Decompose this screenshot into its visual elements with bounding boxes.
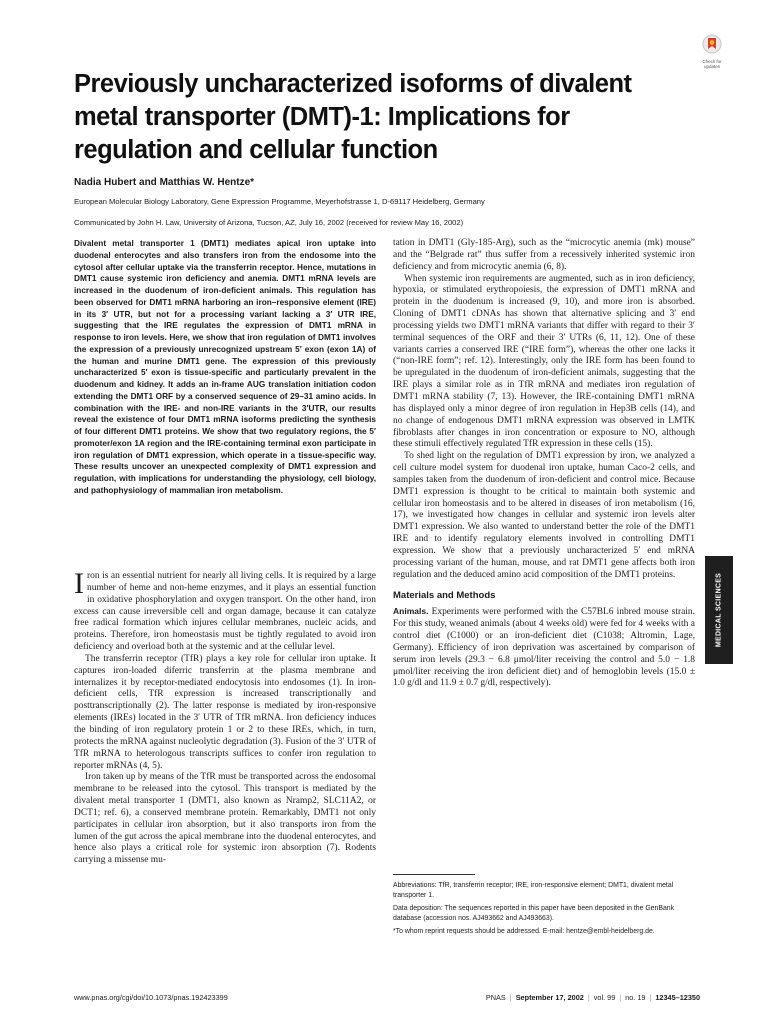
animals-text: Experiments were performed with the C57BL6 inbred mouse strain. For this study, weaned animals (about 4 weeks old) were fed for 4 weeks with a control diet (C1000) or an iron-deficient diet (C1038; Altromin, Lage, Germany). Efficiency of iron deprivation was ascertained by comparison of serum iron levels (29.3 − 6.8 μmol/liter receiving the control and 5.0 − 1.8 μmol/liter receiving the iron deficient diet) and of hemoglobin levels (15.0 ± 1.0 g/dl and 11.9 ± 0.7 g/dl, respectively). — [393, 607, 695, 689]
footnotes — [393, 881, 701, 941]
right-paragraph-1: When systemic iron requirements are augmented, such as in iron deficiency, hypoxia, or stimulated erythropoiesis, the expression of DMT1 mRNA and protein in the duodenum is increased (9, 10), and more iron is absorbed. Cloning of DMT1 cDNAs has shown that alternative splicing and 3′ end processing yields two DMT1 mRNA variants that differ with regard to their 3′ terminal sequences of the ORF and their 3′ UTRs (6, 11, 12). One of these variants carries a conserved IRE (“IRE form”), whereas the other one lacks it (“non-IRE form”; ref. 12). Interestingly, only the IRE form has been found to be upregulated in the duodenum of iron-deficient animals, suggesting that the IRE plays a similar role as in TfR mRNA and mediates iron regulation of DMT1 mRNA stability (7, 13). However, the IRE-containing DMT1 mRNA has displayed only a minor degree of iron regulation in Hep3B cells (14), and no change of endogenous DMT1 mRNA expression was observed in LMTK fibroblasts after changes in iron concentration or exposure to NO, although these stimuli effectively regulated TfR expression in these cells (15). — [393, 273, 695, 450]
right-paragraph-2: To shed light on the regulation of DMT1 expression by iron, we analyzed a cell culture model system for duodenal iron uptake, human Caco-2 cells, and samples taken from the duodenum of iron-deficient and control mice. Because DMT1 expression is thought to be critical to maintain both systemic and cellular iron homeostasis and to be altered in diseases of iron metabolism (16, 17), we investigated how changes in cellular and systemic iron levels alter DMT1 expression. We also wanted to understand better the role of the DMT1 IRE and to identify regulatory elements involved in controlling DMT1 expression. We show that a previously uncharacterized 5′ end mRNA processing variant of the human, mouse, and rat DMT1 gene affects both iron regulation and the deduced amino acid composition of the DMT1 proteins. — [393, 451, 695, 580]
footnote-reprint: *To whom reprint requests should be addressed. E-mail: hentze@embl-heidelberg.de. — [393, 928, 655, 936]
section-side-tab-label: MEDICAL SCIENCES — [715, 572, 723, 648]
intro-column-right — [393, 238, 695, 690]
check-for-updates-badge[interactable] — [693, 34, 731, 72]
animals-label: Animals. — [393, 606, 429, 617]
author-affiliation: European Molecular Biology Laboratory, Gene Expression Programme, Meyerhofstrasse 1, D-69117 Heidelberg, Germany — [74, 197, 485, 206]
badge-label-line1: Check for — [702, 59, 722, 64]
volume: vol. 99 — [593, 993, 616, 1002]
footnote-divider — [393, 874, 475, 875]
author-list: Nadia Hubert and Matthias W. Hentze* — [74, 177, 255, 188]
intro-paragraph-2: The transferrin receptor (TfR) plays a key role for cellular iron uptake. It captures iron-loaded diferric transferrin at the plasma membrane and internalizes it by receptor-mediated endocytosis into endosomes (1). In iron-deficient cells, TfR expression is increased transcriptionally and posttranscriptionally (2). The latter response is mediated by iron-responsive elements (IREs) located in the 3′ UTR of TfR mRNA. Iron deficiency induces the binding of iron regulatory protein 1 or 2 to these IREs, which, in turn, protects the mRNA against nucleolytic degradation (3). Fusion of the 3′ UTR of TfR mRNA to heterologous transcripts suffices to confer iron regulation to reporter mRNAs (4, 5). — [74, 653, 376, 771]
right-paragraph-continued: tation in DMT1 (Gly-185-Arg), such as the “microcytic anemia (mk) mouse” and the “Belgrade rat” thus suffer from a recessively inherited systemic iron deficiency and from microcytic anemia (6, 8). — [393, 238, 695, 272]
section-side-tab — [705, 556, 733, 664]
intro-paragraph-1-text: ron is an essential nutrient for nearly all living cells. It is required by a large number of heme and non-heme enzymes, and it plays an essential function in oxidative phosphorylation and oxygen transport. On the other hand, iron excess can cause irreversible cell and organ damage, because it can catalyze free radical formation which injures cellular membranes, nucleic acids, and proteins. Therefore, iron homeostasis must be tightly regulated to avoid iron deficiency and overload both at the systemic and at the cellular level. — [74, 571, 376, 653]
communicated-by: Communicated by John H. Law, University of Arizona, Tucson, AZ, July 16, 2002 (received for review May 16, 2002) — [74, 218, 464, 227]
abstract: Divalent metal transporter 1 (DMT1) mediates apical iron uptake into duodenal enterocytes and also transfers iron from the endosome into the cytosol after cellular uptake via the transferrin receptor. Hence, mutations in DMT1 cause systemic iron deficiency and anemia. DMT1 mRNA levels are increased in the duodenum of iron-deficient animals. This regulation has been observed for DMT1 mRNA harboring an iron–responsive element (IRE) in its 3′ UTR, but not for a processing variant lacking a 3′ UTR IRE, suggesting that the IRE regulates the expression of DMT1 mRNA in response to iron levels. Here, we show that iron regulation of DMT1 involves the expression of a previously unrecognized upstream 5′ exon (exon 1A) of the human and murine DMT1 gene. The expression of this previously uncharacterized 5′ exon is tissue-specific and particularly prevalent in the duodenum and kidney. It adds an in-frame AUG translation initiation codon extending the DMT1 ORF by a conserved sequence of 29–31 amino acids. In combination with the IRE- and non-IRE variants in the 3′UTR, our results reveal the existence of four DMT1 mRNA isoforms predicting the synthesis of four different DMT1 proteins. We show that two regulatory regions, the 5′ promoter/exon 1A region and the IRE-containing terminal exon participate in iron regulation of DMT1 expression, which operate in a tissue-specific way. These results uncover an unexpected complexity of DMT1 expression and regulation, with implications for understanding the physiology, cell biology, and pathophysiology of mammalian iron metabolism. — [74, 239, 376, 495]
issue-number: no. 19 — [625, 993, 646, 1002]
issue-date: September 17, 2002 — [515, 993, 584, 1002]
journal-name: PNAS — [485, 993, 506, 1002]
badge-label-line2: updates — [703, 64, 720, 69]
page-range: 12345–12350 — [655, 993, 700, 1002]
crossmark-icon — [702, 34, 722, 54]
intro-column-left — [74, 567, 376, 867]
footnote-data-deposition: Data deposition: The sequences reported in this paper have been deposited in the GenBank database (accession nos. AJ493662 and AJ493663). — [393, 905, 675, 922]
intro-paragraph-1 — [74, 567, 376, 654]
article-title: Previously uncharacterized isoforms of divalent metal transporter (DMT)-1: Implications for regulation and cellular function — [74, 70, 632, 164]
drop-cap: I — [74, 567, 84, 600]
journal-footer: PNAS | September 17, 2002 | vol. 99 | no. 19 | 12345–12350 — [485, 993, 700, 1002]
intro-paragraph-3: Iron taken up by means of the TfR must be transported across the endosomal membrane to be released into the cytosol. This transport is mediated by the divalent metal transporter 1 (DMT1, also known as Nramp2, SLC11A2, or DCT1; ref. 6), a conserved membrane protein. Remarkably, DMT1 not only participates in cellular iron absorption, but it also transports iron from the lumen of the gut across the apical membrane into the duodenal enterocytes, and hence also plays a critical role for systemic iron absorption (7). Rodents carrying a missense mu- — [74, 772, 376, 866]
doi-link[interactable]: www.pnas.org/cgi/doi/10.1073/pnas.192423399 — [74, 993, 228, 1002]
footnote-abbreviations: Abbreviations: TfR, transferrin receptor; IRE, iron-responsive element; DMT1, divalent metal transporter 1. — [393, 882, 674, 899]
animals-paragraph — [393, 606, 695, 690]
materials-methods-heading: Materials and Methods — [393, 590, 496, 602]
